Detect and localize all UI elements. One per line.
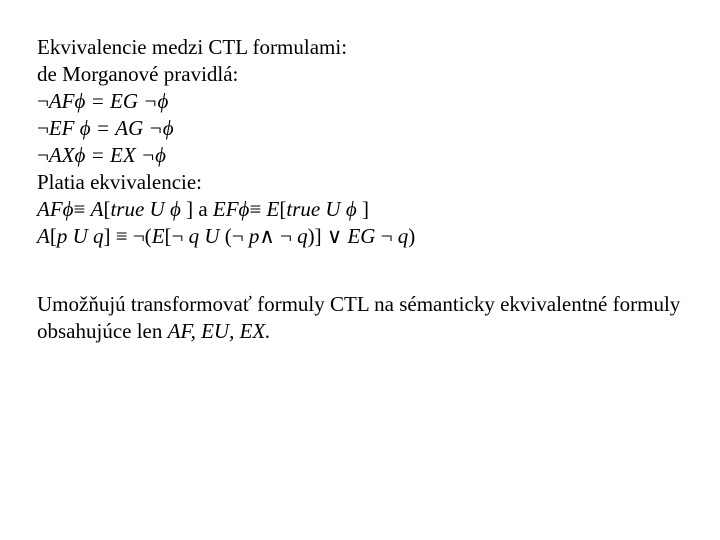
text-run: ] bbox=[356, 197, 369, 221]
text-run: ∧ ¬ bbox=[259, 224, 298, 248]
text-run: ¬ bbox=[37, 116, 49, 140]
text-run: EFϕ bbox=[212, 197, 250, 221]
text-run: ≡ bbox=[73, 197, 91, 221]
text-run: EF ϕ = AG ¬ϕ bbox=[48, 116, 174, 140]
equivalences-title: Platia ekvivalencie: bbox=[37, 170, 203, 194]
text-run: ¬ bbox=[37, 143, 49, 167]
heading: Ekvivalencie medzi CTL formulami: bbox=[37, 35, 348, 59]
text-run: )] ∨ bbox=[307, 224, 348, 248]
text-run: ] ≡ ¬( bbox=[103, 224, 152, 248]
text-run: EG bbox=[347, 224, 376, 248]
text-run: AFϕ bbox=[37, 197, 74, 221]
conclusion-paragraph bbox=[37, 291, 707, 345]
text-run: ¬ bbox=[37, 89, 49, 113]
text-run: true U ϕ bbox=[286, 197, 357, 221]
demorgan-rule-ef bbox=[37, 115, 415, 142]
equivalence-af-ef bbox=[37, 196, 415, 223]
text-run: [¬ bbox=[164, 224, 189, 248]
text-run: [ bbox=[49, 224, 57, 248]
text-run: q bbox=[297, 224, 308, 248]
text-run: AXϕ = EX ¬ϕ bbox=[48, 143, 166, 167]
text-run: ≡ bbox=[249, 197, 267, 221]
demorgan-rule-ax bbox=[37, 142, 415, 169]
text-run: [ bbox=[279, 197, 287, 221]
text-run: q bbox=[397, 224, 409, 248]
text-run: E bbox=[151, 224, 165, 248]
text-run: AFϕ = EG ¬ϕ bbox=[48, 89, 169, 113]
equivalence-au bbox=[37, 223, 415, 250]
text-run: p bbox=[248, 224, 260, 248]
text-run: ¬ bbox=[375, 224, 398, 248]
demorgan-rule-af bbox=[37, 88, 415, 115]
formula-block bbox=[37, 34, 415, 250]
text-run: (¬ bbox=[224, 224, 249, 248]
text-run: A bbox=[90, 197, 104, 221]
text-run: E bbox=[266, 197, 280, 221]
text-run: ] a bbox=[180, 197, 213, 221]
text-run: q U bbox=[188, 224, 225, 248]
text-run: p U q bbox=[56, 224, 104, 248]
text-run: AF, EU, EX. bbox=[167, 319, 271, 343]
text-run: [ bbox=[103, 197, 111, 221]
text-run: ) bbox=[408, 224, 416, 248]
text-run: A bbox=[37, 224, 50, 248]
text-run: true U ϕ bbox=[110, 197, 181, 221]
text-run: Umožňujú transformovať formuly CTL na sémanticky ekvivalentné formuly obsahujúce len bbox=[37, 292, 681, 343]
demorgan-title: de Morganové pravidlá: bbox=[37, 62, 239, 86]
